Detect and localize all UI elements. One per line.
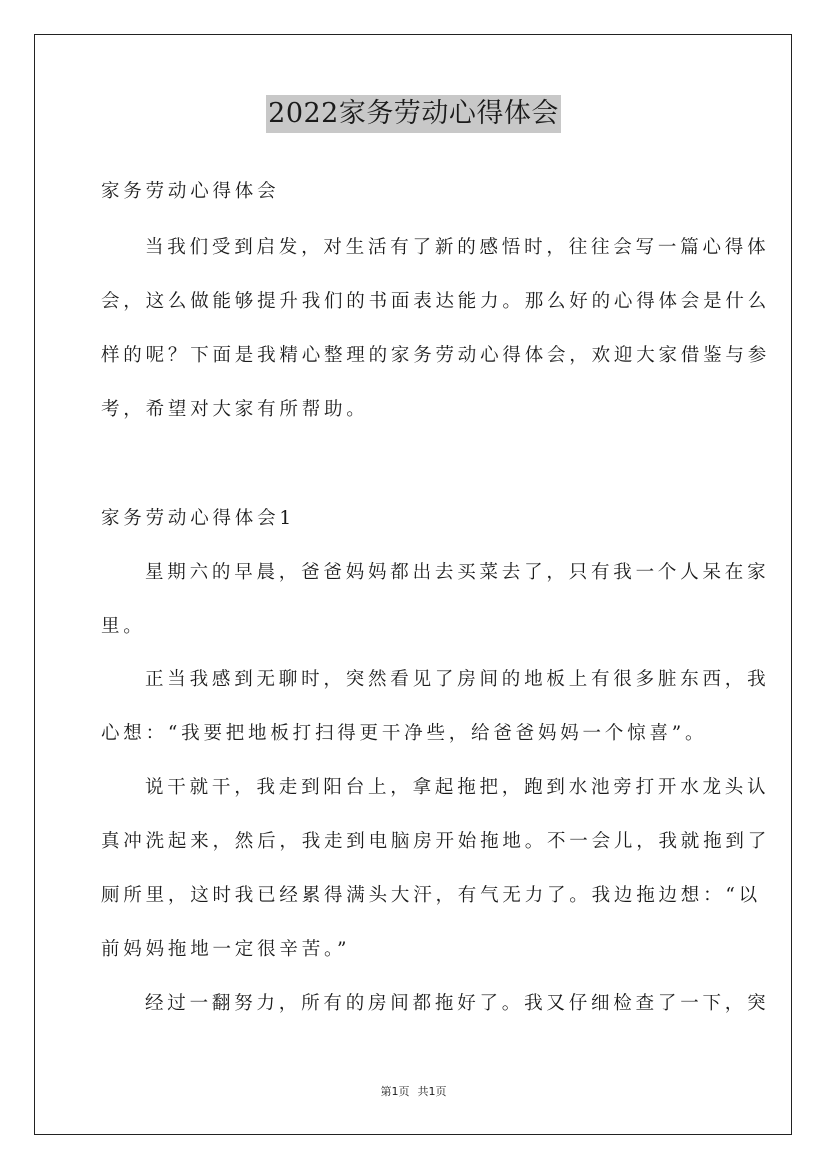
paragraph-line: 厕所里，这时我已经累得满头大汗，有气无力了。我边拖边想：“以 (101, 885, 761, 906)
paragraph-line: 心想：“我要把地板打扫得更干净些，给爸爸妈妈一个惊喜”。 (101, 723, 708, 744)
page-footer (0, 1084, 827, 1100)
page-total: 共1页 (417, 1085, 447, 1098)
paragraph-line: 经过一翻努力，所有的房间都拖好了。我又仔细检查了一下，突 (145, 993, 770, 1014)
paragraph-line: 正当我感到无聊时，突然看见了房间的地板上有很多脏东西，我 (145, 669, 770, 690)
paragraph-line: 前妈妈拖地一定很辛苦。” (101, 939, 351, 960)
paragraph-line: 真冲洗起来，然后，我走到电脑房开始拖地。不一会儿，我就拖到了 (101, 831, 771, 852)
paragraph-line: 当我们受到启发，对生活有了新的感悟时，往往会写一篇心得体 (145, 237, 770, 258)
section-heading: 家务劳动心得体会1 (101, 508, 295, 529)
paragraph-line: 里。 (101, 616, 146, 637)
paragraph-line: 会，这么做能够提升我们的书面表达能力。那么好的心得体会是什么 (101, 291, 771, 312)
paragraph-line: 说干就干，我走到阳台上，拿起拖把，跑到水池旁打开水龙头认 (145, 777, 770, 798)
page-number: 第1页 (380, 1085, 410, 1098)
paragraph-line: 样的呢？下面是我精心整理的家务劳动心得体会，欢迎大家借鉴与参 (101, 345, 771, 366)
paragraph-line: 考，希望对大家有所帮助。 (101, 399, 369, 420)
paragraph-line: 星期六的早晨，爸爸妈妈都出去买菜去了，只有我一个人呆在家 (145, 562, 770, 583)
title-container (0, 95, 827, 133)
document-title: 2022家务劳动心得体会 (266, 95, 561, 133)
intro-heading: 家务劳动心得体会 (101, 181, 280, 202)
